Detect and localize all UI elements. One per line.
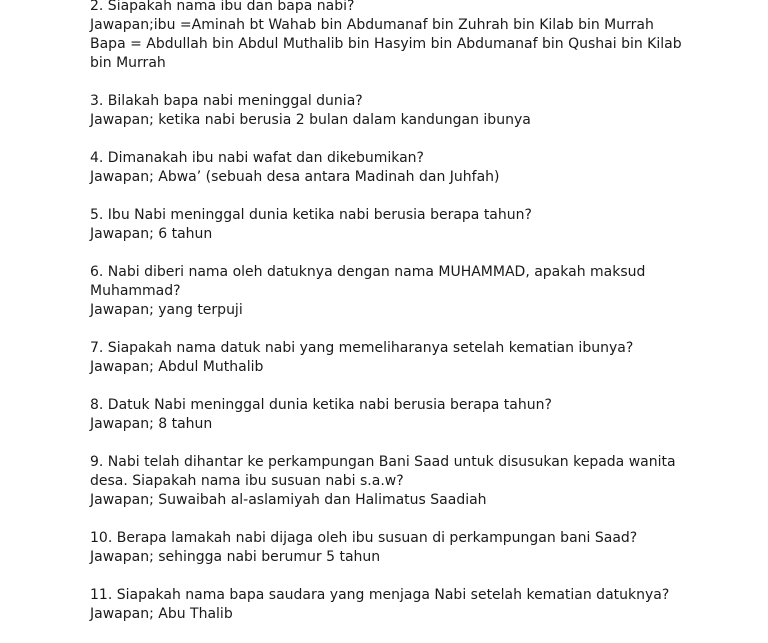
qa-item-7 <box>90 339 690 377</box>
question-text: Muhammad? <box>90 283 181 299</box>
question-text: 9. Nabi telah dihantar ke perkampungan Bani Saad untuk disusukan kepada wanita <box>90 454 676 470</box>
question-text: 2. Siapakah nama ibu dan bapa nabi? <box>90 0 355 14</box>
qa-item-5 <box>90 206 690 244</box>
answer-text: Bapa = Abdullah bin Abdul Muthalib bin Hasyim bin Abdumanaf bin Qushai bin Kilab <box>90 36 682 52</box>
qa-item-8 <box>90 396 690 434</box>
question-text: 6. Nabi diberi nama oleh datuknya dengan nama MUHAMMAD, apakah maksud <box>90 264 646 280</box>
qa-item-10 <box>90 529 690 567</box>
qa-item-4 <box>90 149 690 187</box>
document-page <box>90 0 690 643</box>
question-text: desa. Siapakah nama ibu susuan nabi s.a.w? <box>90 473 404 489</box>
qa-item-9 <box>90 453 690 510</box>
answer-text: Jawapan; Abdul Muthalib <box>90 359 264 375</box>
answer-text: Jawapan; Abu Thalib <box>90 606 233 622</box>
answer-text: Jawapan; sehingga nabi berumur 5 tahun <box>90 549 381 565</box>
question-text: 8. Datuk Nabi meninggal dunia ketika nabi berusia berapa tahun? <box>90 397 552 413</box>
answer-text: Jawapan; 6 tahun <box>90 226 213 242</box>
question-text: 11. Siapakah nama bapa saudara yang menjaga Nabi setelah kematian datuknya? <box>90 587 670 603</box>
qa-item-2 <box>90 0 690 73</box>
question-text: 3. Bilakah bapa nabi meninggal dunia? <box>90 93 363 109</box>
answer-text: Jawapan;ibu =Aminah bt Wahab bin Abdumanaf bin Zuhrah bin Kilab bin Murrah <box>90 17 654 33</box>
answer-text: Jawapan; Suwaibah al-aslamiyah dan Halimatus Saadiah <box>90 492 487 508</box>
qa-item-11 <box>90 586 690 624</box>
question-text: 7. Siapakah nama datuk nabi yang memeliharanya setelah kematian ibunya? <box>90 340 634 356</box>
answer-text: Jawapan; 8 tahun <box>90 416 213 432</box>
qa-item-3 <box>90 92 690 130</box>
answer-text: Jawapan; Abwa’ (sebuah desa antara Madinah dan Juhfah) <box>90 169 500 185</box>
question-text: 10. Berapa lamakah nabi dijaga oleh ibu susuan di perkampungan bani Saad? <box>90 530 638 546</box>
question-text: 5. Ibu Nabi meninggal dunia ketika nabi berusia berapa tahun? <box>90 207 532 223</box>
answer-text: Jawapan; yang terpuji <box>90 302 243 318</box>
answer-text: Jawapan; ketika nabi berusia 2 bulan dalam kandungan ibunya <box>90 112 531 128</box>
qa-item-6 <box>90 263 690 320</box>
answer-text: bin Murrah <box>90 55 166 71</box>
question-text: 4. Dimanakah ibu nabi wafat dan dikebumikan? <box>90 150 424 166</box>
